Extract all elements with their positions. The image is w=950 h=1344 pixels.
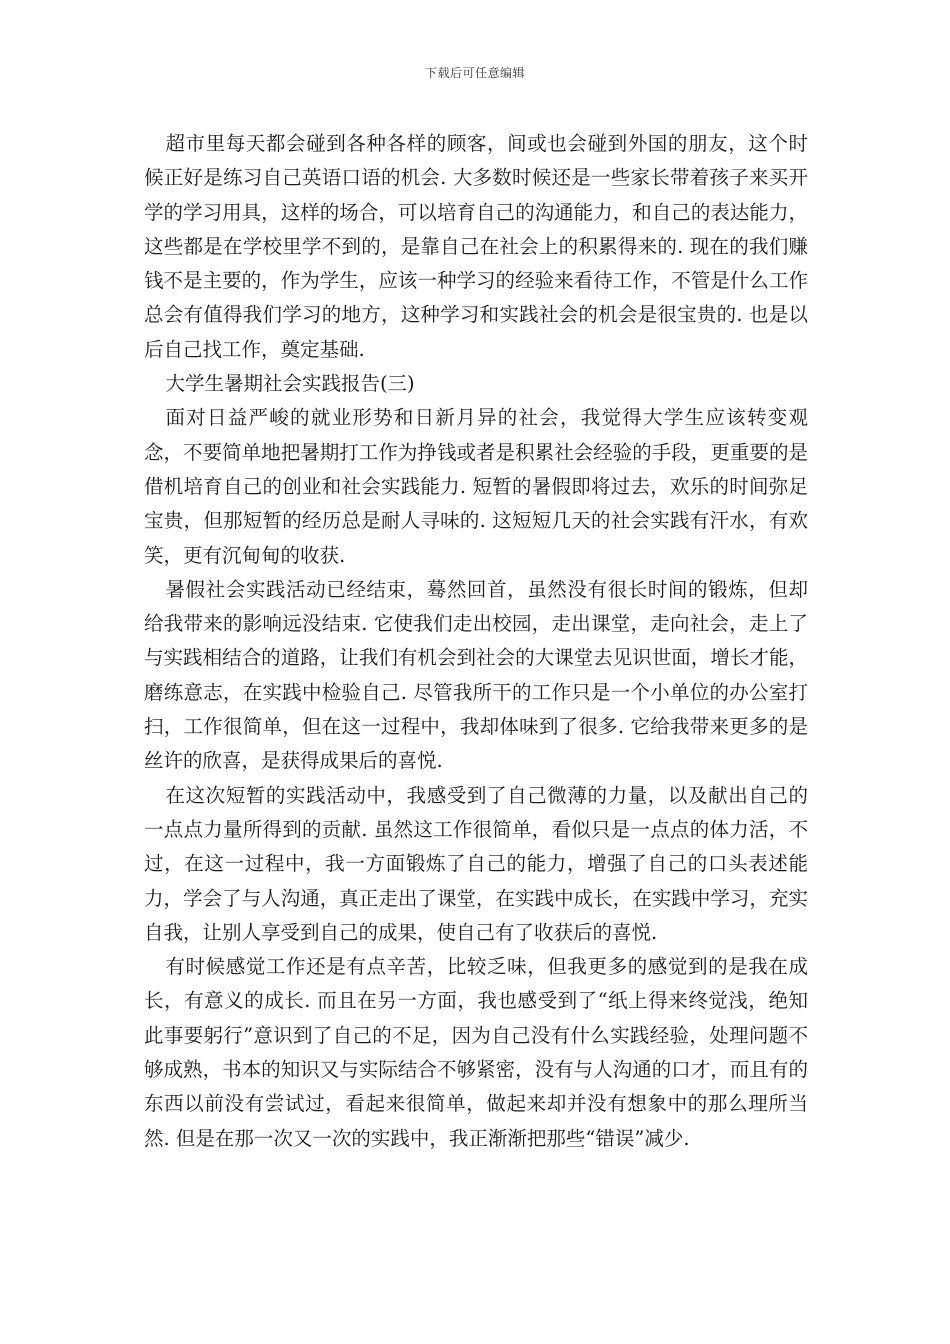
paragraph: 暑假社会实践活动已经结束，蓦然回首，虽然没有很长时间的锻炼，但却给我带来的影响远没结束. 它使我们走出校园，走出课堂，走向社会，走上了与实践相结合的道路，让我们有机会到社会的大课堂去见识世面，增长才能，磨练意志，在实践中检验自己. 尽管我所干的工作只是一个小单位的办公室打扫，工作很简单，但在这一过程中，我却体味到了很多. 它给我带来更多的是丝许的欣喜，是获得成果后的喜悦. bbox=[144, 577, 808, 773]
paragraph: 在这次短暂的实践活动中，我感受到了自己微薄的力量，以及献出自己的一点点力量所得到的贡献. 虽然这工作很简单，看似只是一点点的体力活，不过，在这一过程中，我一方面锻炼了自己的能力，增强了自己的口头表述能力，学会了与人沟通，真正走出了课堂，在实践中成长，在实践中学习，充实自我，让别人享受到自己的成果，使自己有了收获后的喜悦. bbox=[144, 783, 808, 944]
paragraph: 有时候感觉工作还是有点辛苦，比较乏味，但我更多的感觉到的是我在成长，有意义的成长. 而且在另一方面，我也感受到了“纸上得来终觉浅，绝知此事要躬行”意识到了自己的不足，因为自己没有什么实践经验，处理问题不够成熟，书本的知识又与实际结合不够紧密，没有与人沟通的口才，而且有的东西以前没有尝试过，看起来很简单，做起来却并没有想象中的那么理所当然. 但是在那一次又一次的实践中，我正渐渐把那些“错误”减少. bbox=[144, 955, 808, 1150]
paragraph: 面对日益严峻的就业形势和日新月异的社会，我觉得大学生应该转变观念，不要简单地把暑期打工作为挣钱或者是积累社会经验的手段，更重要的是借机培育自己的创业和社会实践能力. 短暂的暑假即将过去，欢乐的时间弥足宝贵，但那短暂的经历总是耐人寻味的. 这短短几天的社会实践有汗水，有欢笑，更有沉甸甸的收获. bbox=[144, 406, 808, 567]
section-heading: 大学生暑期社会实践报告(三) bbox=[165, 372, 415, 396]
paragraph: 超市里每天都会碰到各种各样的顾客，间或也会碰到外国的朋友，这个时候正好是练习自己英语口语的机会. 大多数时候还是一些家长带着孩子来买开学的学习用具，这样的场合，可以培育自己的沟通能力，和自己的表达能力，这些都是在学校里学不到的，是靠自己在社会上的积累得来的. 现在的我们赚钱不是主要的，作为学生，应该一种学习的经验来看待工作，不管是什么工作总会有值得我们学习的地方，这种学习和实践社会的机会是很宝贵的. 也是以后自己找工作，奠定基础. bbox=[144, 132, 808, 361]
page-header: 下载后可任意编辑 bbox=[424, 66, 525, 80]
document-body bbox=[144, 127, 808, 1156]
